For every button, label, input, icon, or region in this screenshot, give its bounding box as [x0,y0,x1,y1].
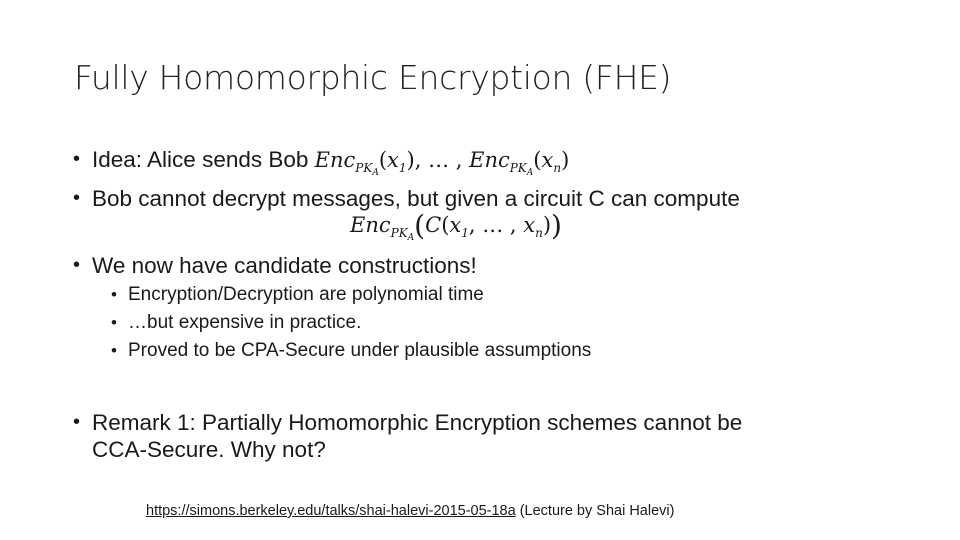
sub-bullet-dot: • [111,341,117,360]
bullet-remark-line1: Remark 1: Partially Homomorphic Encryption schemes cannot be [92,410,743,435]
bullet-dot: • [73,148,81,170]
sub-bullet-dot: • [111,285,117,304]
bullet-bob-text: Bob cannot decrypt messages, but given a circuit C can compute [92,186,740,211]
subitem-text: Encryption/Decryption are polynomial time [128,284,484,305]
math-enc-circuit: $Enc_{PK_A}(C(x_1$, … , $x_n$)) [350,209,562,243]
subitem-text: Proved to be CPA-Secure under plausible assumptions [128,340,592,361]
subitem-cpa [111,337,592,364]
bullet-remark [73,409,743,436]
lecture-credit: (Lecture by Shai Halevi) [515,503,675,519]
bullet-remark-line2: CCA-Secure. Why not? [92,437,326,462]
footer-citation [146,503,674,519]
bullet-dot: • [73,187,81,209]
bullet-idea [73,146,570,187]
subitem-text: …but expensive in practice. [128,312,362,333]
subitem-polynomial [111,281,484,308]
lecture-link[interactable]: https://simons.berkeley.edu/talks/shai-halevi-2015-05-18a [146,503,516,519]
slide-title: Fully Homomorphic Encryption (FHE) [74,58,672,97]
bullet-bob [73,185,740,212]
bullet-remark-cont [92,436,326,463]
bullet-dot: • [73,411,81,433]
bullet-dot: • [73,254,81,276]
subitem-expensive [111,309,362,336]
bullet-idea-text: Idea: Alice sends Bob [92,147,315,172]
bullet-constructions [73,252,477,279]
bullet-constructions-text: We now have candidate constructions! [92,253,477,278]
sub-bullet-dot: • [111,313,117,332]
math-enc-x1-to-xn: $Enc_{PK_A}(x_1)$, … , $Enc_{PK_A}(x_n)$ [314,148,570,178]
